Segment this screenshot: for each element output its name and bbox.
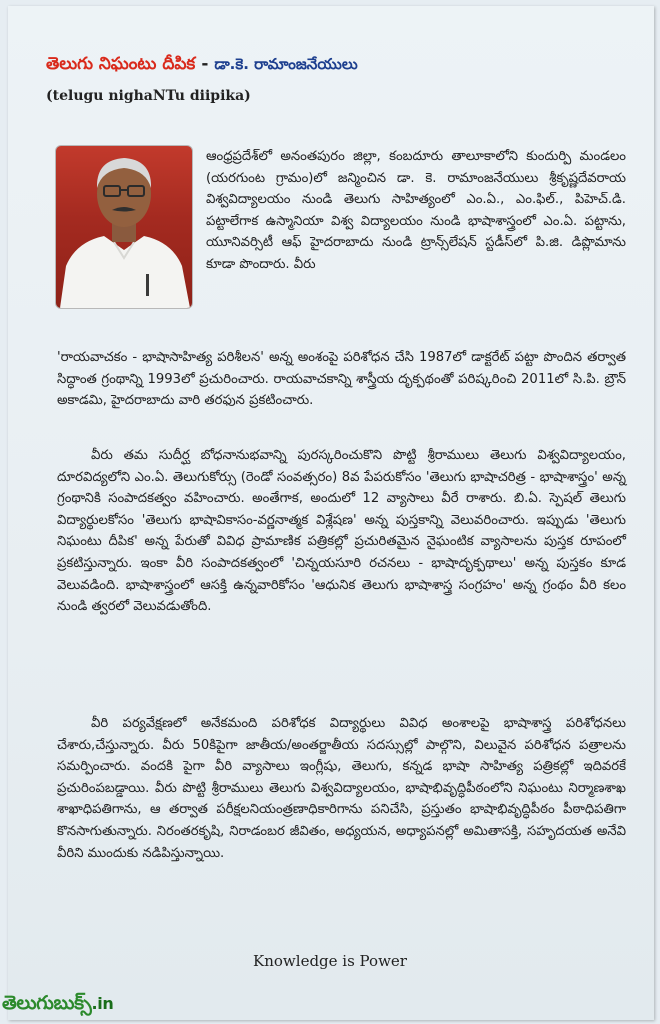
bio-paragraph-1-bottom: 'రాయవాచకం - భాషాసాహిత్య పరిశీలన' అన్న అంశంపై పరిశోధన చేసి 1987లో డాక్టరేట్ పట్టా పొందిన తర్వాత సిద్ధాంత గ్రంథాన్ని 1993లో ప్రచురించారు. రాయవాచకాన్ని శాస్త్రీయ దృక్పథంతో పరిష్కరించి 2011లో సి.పి. బ్రౌన్ అకాడమి, హైదరాబాదు వారి తరఫున ప్రకటించారు. [57, 350, 626, 409]
bio-paragraph-2: వీరు తమ సుదీర్ఘ బోధనానుభవాన్ని పురస్కరించుకొని పొట్టి శ్రీరాములు తెలుగు విశ్వవిద్యాలయం, దూరవిద్యలోని ఎం.ఏ. తెలుగుకోర్సు (రెండో సంవత్సరం) 8వ పేపరుకోసం 'తెలుగు భాషాచరిత్ర - భాషాశాస్త్రం' అన్న గ్రంథానికి సంపాదకత్వం వహించారు. అంతేగాక, అందులో 12 వ్యాసాలు వీరే రాశారు. బి.ఏ. స్పెషల్ తెలుగు విద్యార్థులకోసం 'తెలుగు భాషావికాసం-వర్ణనాత్మక విశ్లేషణ' అన్న పుస్తకాన్ని వెలువరించారు. ఇప్పుడు 'తెలుగు నిఘంటు దీపిక' అన్న పేరుతో వివిధ ప్రామాణిక పత్రికల్లో ప్రచురితమైన నైఘంటిక వ్యాసాలను పుస్తక రూపంలో ప్రకటిస్తున్నారు. ఇంకా వీరి సంపాదకత్వంలో 'చిన్నయసూరి రచనలు - భాషాదృక్పథాలు' అన్న పుస్తకం కూడ వెలువడింది. భాషాశాస్త్రంలో ఆసక్తి ఉన్నవారికోసం 'ఆధునిక తెలుగు భాషాశాస్త్ర సంగ్రహం' అన్న గ్రంథం వీరి కలం నుండి త్వరలో వెలువడుతోంది. [57, 448, 626, 615]
title-transliteration: (telugu nighaNTu diipika) [46, 88, 251, 104]
title-separator: - [201, 54, 209, 74]
bio-paragraph-1-top: ఆంధ్రప్రదేశ్‌లో అనంతపురం జిల్లా, కంబదూరు తాలూకాలోని కుందుర్పి మండలం (యరగుంట గ్రామం)లో జన్మించిన డా. కె. రామాంజనేయులు శ్రీకృష్ణదేవరాయ విశ్వవిద్యాలయం నుండి తెలుగు సాహిత్యంలో ఎం.ఏ., ఎం.ఫిల్., పిహెచ్.డి. పట్టాలేగాక ఉస్మానియా విశ్వ విద్యాలయం నుండి భాషాశాస్త్రంలో ఎం.ఏ. పట్టాను, యూనివర్సిటీ ఆఫ్ హైదరాబాదు నుండి ట్రాన్స్‌లేషన్ స్టడీస్‌లో పి.జి. డిప్లొమాను కూడా పొందారు. వీరు [206, 149, 626, 272]
site-watermark [2, 992, 114, 1019]
author-photo [55, 145, 193, 309]
book-title-row [46, 54, 606, 78]
bio-paragraph-3: వీరి పర్యవేక్షణలో అనేకమంది పరిశోధక విద్యార్థులు వివిధ అంశాలపై భాషాశాస్త్ర పరిశోధనలు చేశారు,చేస్తున్నారు. వీరు 50కిపైగా జాతీయ/అంతర్జాతీయ సదస్సుల్లో పాల్గొని, విలువైన పరిశోధన పత్రాలను సమర్పించారు. వందకి పైగా వీరి వ్యాసాలు ఇంగ్లీషు, తెలుగు, కన్నడ భాషా సాహిత్య పత్రికల్లో ఇదివరకే ప్రచురింపబడ్డాయి. వీరు పొట్టి శ్రీరాములు తెలుగు విశ్వవిద్యాలయం, భాషాభివృద్ధిపీఠంలోని నిఘంటు నిర్మాణశాఖ శాఖాధిపతిగాను, ఆ తర్వాత పరీక్షలనియంత్రణాధికారిగాను పనిచేసి, ప్రస్తుతం భాషాభివృద్ధిపీఠం పీఠాధిపతిగా కొనసాగుతున్నారు. నిరంతరకృషి, నిరాడంబర జీవితం, అధ్యయన, అధ్యాపనల్లో అమితాసక్తి, సహృదయత అనేవి వీరిని ముందుకు నడిపిస్తున్నాయి. [57, 716, 626, 861]
watermark-text: తెలుగుబుక్స్ [2, 992, 92, 1014]
tagline: Knowledge is Power [253, 952, 407, 970]
book-title: తెలుగు నిఘంటు దీపిక [46, 54, 196, 74]
author-portrait-image [56, 146, 192, 308]
author-name: డా.కె. రామాంజనేయులు [214, 55, 358, 73]
watermark-tld: .in [91, 994, 114, 1013]
